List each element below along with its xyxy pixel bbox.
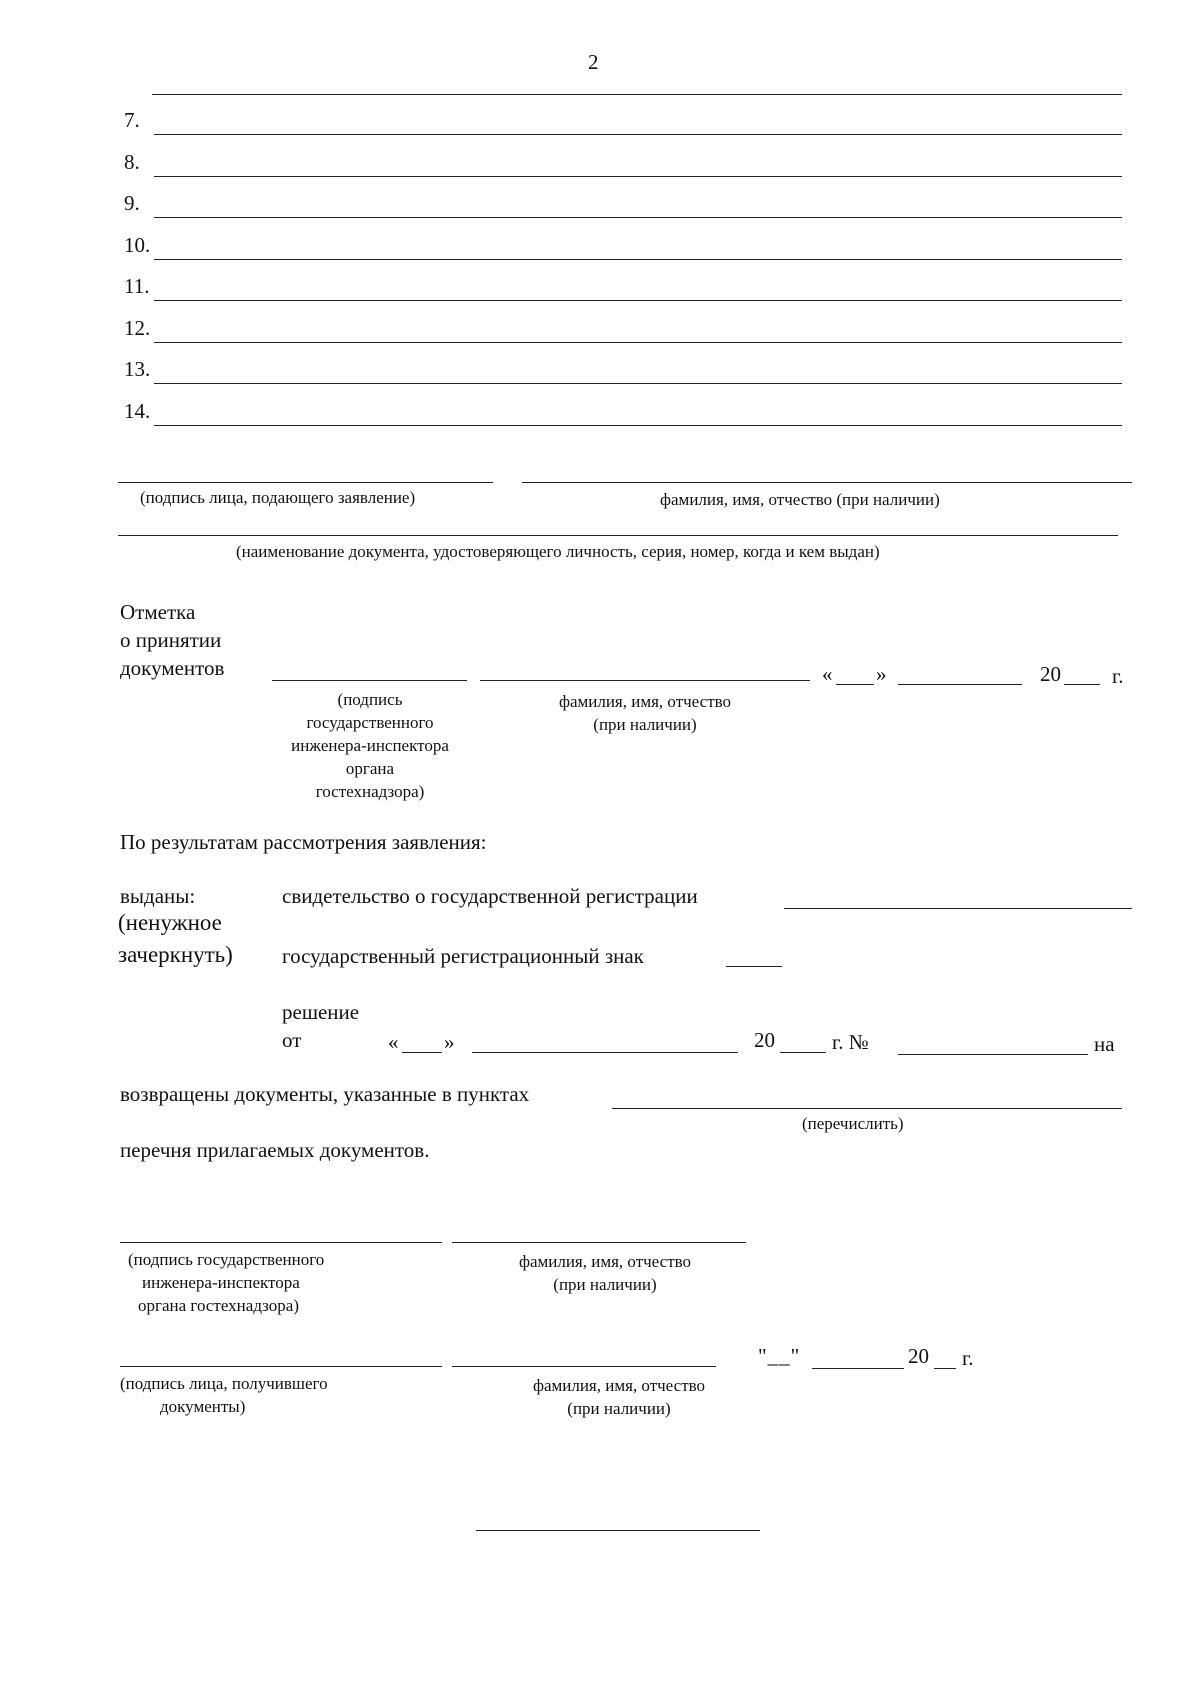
inspector-fio-line xyxy=(452,1242,746,1243)
caption-line: документы) xyxy=(160,1397,246,1416)
decision-quote-close: » xyxy=(444,1030,455,1054)
strike-note-line1: (ненужное xyxy=(118,910,222,935)
identity-document-line xyxy=(118,535,1118,536)
caption-line: инженера-инспектора xyxy=(142,1273,300,1292)
applicant-signature-line xyxy=(118,482,493,483)
receiver-date-quotes: "__" xyxy=(758,1344,801,1368)
returned-items-line xyxy=(612,1108,1122,1109)
receiver-month-line xyxy=(812,1368,904,1369)
page-number: 2 xyxy=(588,50,599,74)
receiver-signature-line xyxy=(120,1366,442,1367)
caption-line: (подпись лица, получившего xyxy=(120,1374,328,1393)
decision-day-line xyxy=(402,1052,442,1053)
numbered-line-label: 14. xyxy=(124,398,151,423)
caption-line: фамилия, имя, отчество xyxy=(518,1252,692,1271)
enumerate-caption: (перечислить) xyxy=(802,1114,904,1133)
acceptance-label-line2: о принятии xyxy=(120,628,222,652)
acceptance-year-line xyxy=(1064,684,1100,685)
caption-line: инженера-инспектора xyxy=(291,736,449,755)
numbered-line-rule xyxy=(154,259,1122,260)
certificate-line xyxy=(784,908,1132,909)
acceptance-signature-line xyxy=(272,680,467,681)
inspector-fio-caption xyxy=(480,1250,730,1296)
decision-label: решение xyxy=(282,1000,360,1024)
decision-month-line xyxy=(472,1052,738,1053)
applicant-signature-caption: (подпись лица, подающего заявление) xyxy=(140,488,416,507)
numbered-line-label: 12. xyxy=(124,315,151,340)
acceptance-month-line xyxy=(898,684,1022,685)
numbered-line-label: 7. xyxy=(124,108,140,132)
receiver-fio-caption xyxy=(494,1374,744,1420)
acceptance-year-prefix: 20 xyxy=(1040,662,1061,686)
numbered-line-rule xyxy=(154,425,1122,426)
numbered-line-label: 10. xyxy=(124,232,151,257)
certificate-text: свидетельство о государственной регистрации xyxy=(282,884,698,908)
inspector-signature-line xyxy=(120,1242,442,1243)
receiver-fio-line xyxy=(452,1366,716,1367)
applicant-fio-line xyxy=(522,482,1132,483)
closing-line xyxy=(476,1530,760,1531)
strike-note-line2: зачеркнуть) xyxy=(118,942,233,967)
numbered-line-label: 8. xyxy=(124,149,140,174)
identity-document-caption: (наименование документа, удостоверяющего личность, серия, номер, когда и кем выдан) xyxy=(236,542,880,561)
decision-on-word: на xyxy=(1094,1032,1115,1056)
caption-line: (при наличии) xyxy=(593,715,697,734)
decision-number-label: г. № xyxy=(832,1030,869,1054)
decision-number-line xyxy=(898,1054,1088,1055)
numbered-line-rule xyxy=(154,300,1122,301)
plate-line xyxy=(726,966,782,967)
decision-quote-open: « xyxy=(388,1030,399,1054)
caption-line: гостехнадзора) xyxy=(315,782,425,801)
caption-line: фамилия, имя, отчество xyxy=(558,692,732,711)
numbered-line-label: 13. xyxy=(124,357,151,381)
caption-line: (при наличии) xyxy=(553,1275,657,1294)
acceptance-label-line1: Отметка xyxy=(120,600,196,624)
acceptance-quote-close: » xyxy=(876,662,887,686)
numbered-line-rule xyxy=(154,342,1122,343)
receiver-year-prefix: 20 xyxy=(908,1344,929,1368)
caption-line: органа гостехнадзора) xyxy=(138,1296,300,1315)
acceptance-label-line3: документов xyxy=(120,656,225,680)
decision-from: от xyxy=(282,1028,302,1052)
acceptance-signature-caption xyxy=(270,688,470,803)
acceptance-year-suffix: г. xyxy=(1112,664,1124,688)
receiver-signature-caption xyxy=(120,1372,328,1418)
caption-line: (при наличии) xyxy=(567,1399,671,1418)
applicant-fio-caption: фамилия, имя, отчество (при наличии) xyxy=(660,490,940,509)
receiver-year-suffix: г. xyxy=(962,1346,974,1370)
continuation-line xyxy=(152,94,1122,95)
returned-text: возвращены документы, указанные в пунктах xyxy=(120,1082,530,1106)
caption-line: государственного xyxy=(306,713,434,732)
caption-line: органа xyxy=(345,759,395,778)
numbered-line-rule xyxy=(154,134,1122,135)
numbered-line-rule xyxy=(154,176,1122,177)
acceptance-day-line xyxy=(836,684,874,685)
caption-line: (подпись государственного xyxy=(128,1250,325,1269)
numbered-line-label: 11. xyxy=(124,274,150,298)
list-text: перечня прилагаемых документов. xyxy=(120,1138,430,1162)
receiver-year-line xyxy=(934,1368,956,1369)
numbered-line-label: 9. xyxy=(124,191,140,215)
caption-line: (подпись xyxy=(337,690,403,709)
acceptance-quote-open: « xyxy=(822,662,833,686)
numbered-line-rule xyxy=(154,217,1122,218)
decision-year-prefix: 20 xyxy=(754,1028,775,1052)
inspector-signature-caption xyxy=(128,1248,324,1317)
plate-text: государственный регистрационный знак xyxy=(282,944,644,968)
acceptance-fio-caption xyxy=(520,690,770,736)
acceptance-fio-line xyxy=(480,680,810,681)
decision-year-line xyxy=(780,1052,826,1053)
results-heading: По результатам рассмотрения заявления: xyxy=(120,830,487,854)
caption-line: фамилия, имя, отчество xyxy=(532,1376,706,1395)
numbered-line-rule xyxy=(154,383,1122,384)
issued-label: выданы: xyxy=(120,884,196,908)
